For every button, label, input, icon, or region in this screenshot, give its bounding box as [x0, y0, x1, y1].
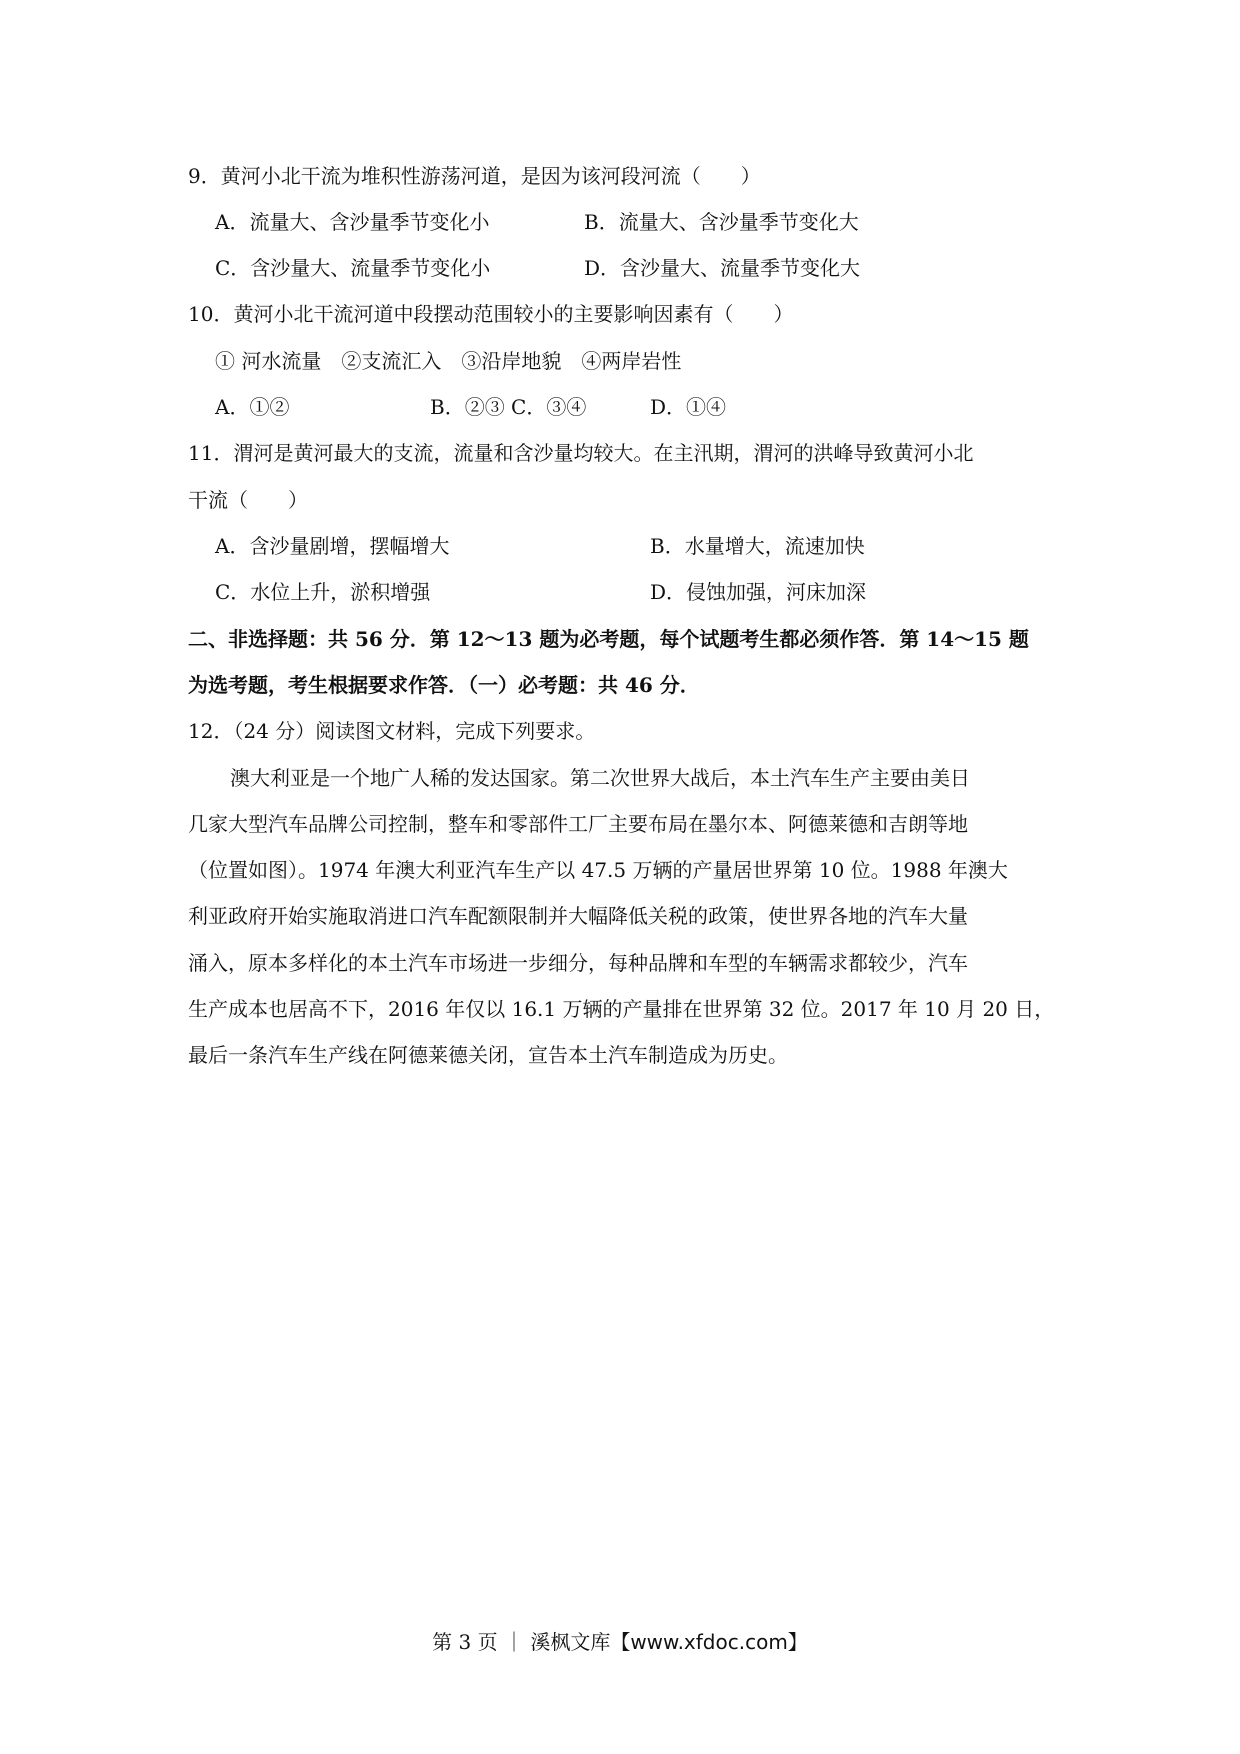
q9-option-b: B．流量大、含沙量季节变化大 — [584, 210, 859, 234]
q9-stem: 9．黄河小北干流为堆积性游荡河道，是因为该河段河流（ ） — [188, 164, 761, 188]
q12-paragraph-line: 几家大型汽车品牌公司控制，整车和零部件工厂主要布局在墨尔本、阿德莱德和吉朗等地 — [188, 812, 968, 836]
q10-stem: 10．黄河小北干流河道中段摆动范围较小的主要影响因素有（ ） — [188, 302, 794, 326]
section2-heading-line1: 二、非选择题：共 56 分．第 12～13 题为必考题，每个试题考生都必须作答．第 14～15 题 — [188, 627, 1029, 651]
q12-paragraph-line: （位置如图）。1974 年澳大利亚汽车生产以 47.5 万辆的产量居世界第 10 位。1988 年澳大 — [188, 858, 1008, 882]
q12-paragraph-line: 澳大利亚是一个地广人稀的发达国家。第二次世界大战后，本土汽车生产主要由美日 — [230, 766, 970, 790]
q9-option-c: C．含沙量大、流量季节变化小 — [215, 256, 491, 280]
q10-option-a: A．①② — [215, 395, 290, 419]
section2-heading-line2: 为选考题，考生根据要求作答．（一）必考题：共 46 分． — [188, 673, 700, 697]
q9-option-d: D．含沙量大、流量季节变化大 — [584, 256, 861, 280]
q11-stem-line2: 干流（ ） — [188, 488, 308, 512]
q12-paragraph-line: 最后一条汽车生产线在阿德莱德关闭，宣告本土汽车制造成为历史。 — [188, 1043, 788, 1067]
q10-factors: ① 河水流量 ②支流汇入 ③沿岸地貌 ④两岸岩性 — [215, 349, 682, 373]
page-footer — [0, 1628, 1240, 1656]
q12-stem: 12．（24 分）阅读图文材料，完成下列要求。 — [188, 719, 596, 743]
footer-site-link[interactable]: 【www.xfdoc.com】 — [610, 1630, 808, 1654]
q11-option-d: D．侵蚀加强，河床加深 — [650, 580, 867, 604]
q10-option-bc: B．②③ C．③④ — [430, 395, 587, 419]
q11-stem-line1: 11．渭河是黄河最大的支流，流量和含沙量均较大。在主汛期，渭河的洪峰导致黄河小北 — [188, 441, 974, 465]
q11-option-c: C．水位上升，淤积增强 — [215, 580, 431, 604]
q12-paragraph-line: 利亚政府开始实施取消进口汽车配额限制并大幅降低关税的政策，使世界各地的汽车大量 — [188, 904, 968, 928]
footer-page-number: 第 3 页 ｜ — [432, 1630, 524, 1654]
q12-paragraph-line: 生产成本也居高不下，2016 年仅以 16.1 万辆的产量排在世界第 32 位。2017 年 10 月 20 日， — [188, 997, 1055, 1021]
footer-library-name: 溪枫文库 — [530, 1630, 611, 1654]
q11-option-a: A．含沙量剧增，摆幅增大 — [215, 534, 450, 558]
q12-paragraph-line: 涌入，原本多样化的本土汽车市场进一步细分，每种品牌和车型的车辆需求都较少，汽车 — [188, 951, 968, 975]
q11-option-b: B．水量增大，流速加快 — [650, 534, 865, 558]
q10-option-d: D．①④ — [650, 395, 727, 419]
q9-option-a: A．流量大、含沙量季节变化小 — [215, 210, 490, 234]
